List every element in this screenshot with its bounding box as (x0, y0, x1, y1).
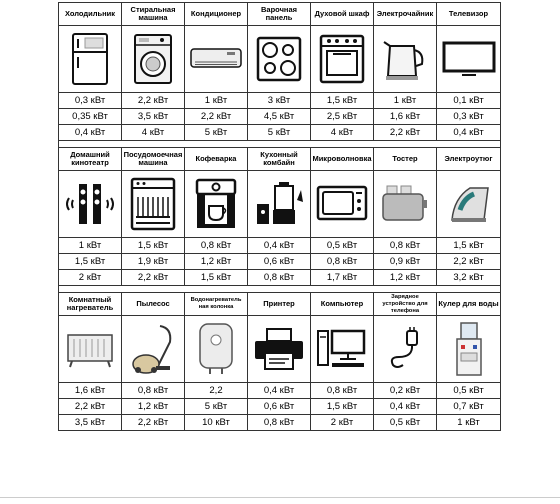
power-value: 2,2 (185, 383, 248, 399)
power-value: 3 кВт (248, 93, 311, 109)
appliance-picture-cell (311, 26, 374, 93)
appliance-picture-cell (437, 316, 501, 383)
power-value: 2 кВт (311, 415, 374, 431)
power-value: 2,2 кВт (122, 415, 185, 431)
power-value: 5 кВт (185, 125, 248, 141)
appliance-name: Комнатный нагреватель (59, 293, 122, 316)
power-value: 0,7 кВт (437, 399, 501, 415)
power-value: 1,2 кВт (185, 254, 248, 270)
power-value-row (59, 93, 501, 109)
power-value: 2,2 кВт (185, 109, 248, 125)
room-heater-icon (59, 329, 121, 369)
power-value-row (59, 383, 501, 399)
appliance-name: Кулер для воды (437, 293, 501, 316)
appliance-name: Варочная панель (248, 3, 311, 26)
power-value: 2,5 кВт (311, 109, 374, 125)
power-value: 0,35 кВт (59, 109, 122, 125)
appliance-picture-cell (248, 316, 311, 383)
appliance-name: Кофеварка (185, 148, 248, 171)
power-value: 0,4 кВт (248, 238, 311, 254)
power-value: 1,6 кВт (59, 383, 122, 399)
appliance-picture-row (59, 316, 501, 383)
power-value-row (59, 109, 501, 125)
power-value: 1,2 кВт (122, 399, 185, 415)
power-value: 0,8 кВт (185, 238, 248, 254)
power-value: 3,2 кВт (437, 270, 501, 286)
appliance-picture-cell (248, 171, 311, 238)
power-value: 1,5 кВт (185, 270, 248, 286)
appliance-picture-cell (185, 316, 248, 383)
power-value: 0,4 кВт (59, 125, 122, 141)
appliance-name: Домашний кинотеатр (59, 148, 122, 171)
power-value: 0,8 кВт (248, 415, 311, 431)
appliance-name: Холодильник (59, 3, 122, 26)
appliance-name: Посудомоечная машина (122, 148, 185, 171)
appliance-picture-cell (59, 26, 122, 93)
power-value: 0,5 кВт (437, 383, 501, 399)
section-gap-cell (59, 286, 501, 293)
appliance-name: Духовой шкаф (311, 3, 374, 26)
power-value-row (59, 125, 501, 141)
power-value: 2,2 кВт (59, 399, 122, 415)
power-value: 0,5 кВт (374, 415, 437, 431)
appliance-picture-cell (185, 26, 248, 93)
power-value: 0,4 кВт (437, 125, 501, 141)
water-cooler-icon (437, 321, 500, 377)
power-value: 0,8 кВт (248, 270, 311, 286)
power-value: 3,5 кВт (59, 415, 122, 431)
power-value: 5 кВт (185, 399, 248, 415)
power-value: 1 кВт (437, 415, 501, 431)
appliance-name: Компьютер (311, 293, 374, 316)
appliance-picture-cell (437, 26, 501, 93)
power-value: 1,5 кВт (311, 399, 374, 415)
appliance-name-row (59, 293, 501, 316)
power-value: 2,2 кВт (122, 93, 185, 109)
power-consumption-sheet (58, 2, 500, 500)
printer-icon (248, 327, 310, 371)
appliance-picture-cell (59, 316, 122, 383)
section-gap-cell (59, 141, 501, 148)
washing-machine-icon (122, 33, 184, 85)
appliance-picture-row (59, 171, 501, 238)
appliance-name: Водонагреватель ная колонка (185, 293, 248, 316)
power-value: 4,5 кВт (248, 109, 311, 125)
appliance-picture-cell (248, 26, 311, 93)
dishwasher-icon (122, 177, 184, 231)
computer-icon (311, 327, 373, 371)
power-value: 0,4 кВт (248, 383, 311, 399)
appliance-name: Электрочайник (374, 3, 437, 26)
power-value: 0,4 кВт (374, 399, 437, 415)
power-value: 1,5 кВт (437, 238, 501, 254)
appliance-name: Принтер (248, 293, 311, 316)
appliance-name: Телевизор (437, 3, 501, 26)
power-value: 1 кВт (59, 238, 122, 254)
power-value-row (59, 238, 501, 254)
appliance-name: Стиральная машина (122, 3, 185, 26)
appliance-name: Кондиционер (185, 3, 248, 26)
air-conditioner-icon (185, 46, 247, 72)
appliance-name: Тостер (374, 148, 437, 171)
power-value-row (59, 415, 501, 431)
power-value: 0,9 кВт (374, 254, 437, 270)
appliance-picture-cell (122, 26, 185, 93)
appliance-name: Микроволновка (311, 148, 374, 171)
power-value: 0,6 кВт (248, 254, 311, 270)
power-consumption-table (58, 2, 501, 431)
power-value: 1,5 кВт (122, 238, 185, 254)
power-value: 0,8 кВт (374, 238, 437, 254)
appliance-picture-cell (311, 316, 374, 383)
power-value: 0,8 кВт (311, 383, 374, 399)
power-value: 3,5 кВт (122, 109, 185, 125)
fridge-icon (59, 32, 121, 86)
vacuum-cleaner-icon (122, 322, 184, 376)
appliance-name-row (59, 148, 501, 171)
power-value: 0,3 кВт (59, 93, 122, 109)
power-value: 1,9 кВт (122, 254, 185, 270)
power-value: 0,5 кВт (311, 238, 374, 254)
power-value: 10 кВт (185, 415, 248, 431)
toaster-icon (374, 184, 436, 224)
iron-icon (437, 180, 500, 228)
appliance-name: Кухонный комбайн (248, 148, 311, 171)
appliance-picture-cell (122, 316, 185, 383)
power-value: 1 кВт (374, 93, 437, 109)
power-value: 4 кВт (311, 125, 374, 141)
section-gap (59, 141, 501, 148)
appliance-name: Зарядное устройство для телефона (374, 293, 437, 316)
appliance-name: Пылесос (122, 293, 185, 316)
power-value: 0,3 кВт (437, 109, 501, 125)
tv-icon (437, 39, 500, 79)
page-bottom-rule (0, 497, 560, 498)
appliance-picture-cell (59, 171, 122, 238)
power-value: 1,6 кВт (374, 109, 437, 125)
section-gap (59, 286, 501, 293)
home-theater-icon (59, 180, 121, 228)
power-value: 2,2 кВт (437, 254, 501, 270)
appliance-picture-cell (437, 171, 501, 238)
coffee-machine-icon (185, 178, 247, 230)
power-value: 1,7 кВт (311, 270, 374, 286)
power-value: 0,6 кВт (248, 399, 311, 415)
appliance-name-row (59, 3, 501, 26)
power-value: 1,5 кВт (311, 93, 374, 109)
power-value: 1,2 кВт (374, 270, 437, 286)
power-value-row (59, 399, 501, 415)
appliance-picture-cell (374, 316, 437, 383)
power-value: 0,8 кВт (122, 383, 185, 399)
power-value: 5 кВт (248, 125, 311, 141)
appliance-picture-row (59, 26, 501, 93)
power-value: 2 кВт (59, 270, 122, 286)
power-value-row (59, 254, 501, 270)
power-value: 1,5 кВт (59, 254, 122, 270)
phone-charger-icon (374, 327, 436, 371)
power-value: 4 кВт (122, 125, 185, 141)
appliance-picture-cell (374, 26, 437, 93)
cooktop-icon (248, 36, 310, 82)
power-value: 2,2 кВт (374, 125, 437, 141)
power-value: 0,2 кВт (374, 383, 437, 399)
power-value-row (59, 270, 501, 286)
power-value: 1 кВт (185, 93, 248, 109)
power-value: 2,2 кВт (122, 270, 185, 286)
appliance-name: Электроутюг (437, 148, 501, 171)
microwave-icon (311, 185, 373, 223)
power-value: 0,1 кВт (437, 93, 501, 109)
appliance-picture-cell (122, 171, 185, 238)
oven-icon (311, 34, 373, 84)
water-heater-icon (185, 322, 247, 376)
food-processor-icon (248, 180, 310, 228)
kettle-icon (374, 36, 436, 82)
appliance-picture-cell (311, 171, 374, 238)
power-value: 0,8 кВт (311, 254, 374, 270)
appliance-picture-cell (374, 171, 437, 238)
appliance-picture-cell (185, 171, 248, 238)
